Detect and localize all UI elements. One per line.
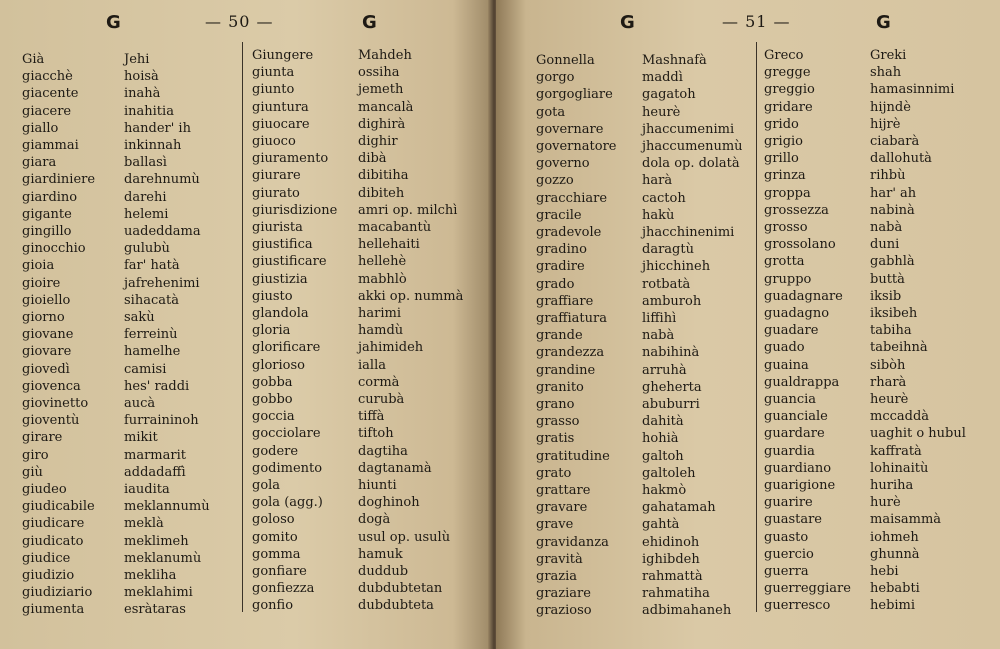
italian-word: giudicato xyxy=(22,533,84,549)
translation-word: rihbù xyxy=(870,168,906,184)
italian-word: Gonnella xyxy=(536,53,595,68)
italian-word: giuocare xyxy=(252,116,310,132)
italian-word: gozzo xyxy=(536,173,574,189)
italian-word: grano xyxy=(536,397,575,412)
translation-word: inkinnah xyxy=(124,138,182,153)
translation-word: addadaffì xyxy=(124,464,186,480)
italian-word: girare xyxy=(22,430,63,446)
translation-word: meklimeh xyxy=(124,533,189,549)
italian-word: gonfiezza xyxy=(252,581,315,597)
translation-word: esràtaras xyxy=(124,602,186,618)
translation-word: dallohutà xyxy=(870,151,932,167)
italian-word: grazioso xyxy=(536,603,592,619)
italian-word: gola (agg.) xyxy=(252,495,323,511)
italian-word: gravare xyxy=(536,500,588,516)
translation-word: Mashnafà xyxy=(642,53,707,68)
italian-word: grandezza xyxy=(536,345,605,361)
translation-word: nabihinà xyxy=(642,345,700,361)
italian-word: gorgogliare xyxy=(536,87,613,103)
header-letter-left: G xyxy=(106,12,121,33)
translation-word: hebi xyxy=(870,564,899,579)
italian-word: gomito xyxy=(252,529,298,545)
italian-word: gomma xyxy=(252,546,301,562)
italian-word: giurare xyxy=(252,168,301,184)
italian-word: guaina xyxy=(764,357,809,373)
translation-word: lohinaitù xyxy=(870,460,929,476)
italian-word: gioia xyxy=(22,258,55,274)
italian-word: gratitudine xyxy=(536,448,610,464)
translation-word: ehidinoh xyxy=(642,534,700,550)
italian-word: goccia xyxy=(252,409,295,425)
translation-word: hiunti xyxy=(358,478,397,493)
translation-word: ciabarà xyxy=(870,134,920,149)
italian-word: giacente xyxy=(22,86,79,102)
translation-word: adbimahaneh xyxy=(642,603,732,619)
italian-word: guadagno xyxy=(764,306,830,321)
translation-word: furraininoh xyxy=(124,413,199,429)
translation-word: ghunnà xyxy=(870,546,920,562)
left-page xyxy=(0,0,492,649)
italian-word: grotta xyxy=(764,254,805,270)
translation-word: hes' raddi xyxy=(124,378,190,394)
italian-word: guerreggiare xyxy=(764,581,851,597)
translation-word: marmarit xyxy=(124,447,186,463)
translation-word: uadeddama xyxy=(124,224,201,239)
italian-word: giacchè xyxy=(22,69,73,85)
italian-word: godimento xyxy=(252,460,323,476)
italian-word: giuntura xyxy=(252,99,309,115)
translation-word: dighir xyxy=(358,134,398,149)
translation-word: cactoh xyxy=(642,190,686,206)
translation-word: mikit xyxy=(124,430,158,446)
italian-word: gratis xyxy=(536,431,575,447)
italian-word: grasso xyxy=(536,414,580,430)
italian-word: gioventù xyxy=(22,413,80,429)
italian-word: grillo xyxy=(764,151,799,167)
translation-word: meklannumù xyxy=(124,499,210,515)
italian-word: grido xyxy=(764,116,799,132)
translation-word: dibiteh xyxy=(358,185,405,201)
translation-word: uaghit o hubul xyxy=(870,426,966,442)
translation-word: inahitia xyxy=(124,103,174,119)
italian-word: grazia xyxy=(536,569,578,584)
translation-word: cormà xyxy=(358,374,400,390)
italian-word: giuramento xyxy=(252,151,329,167)
italian-word: gioiello xyxy=(22,292,71,308)
italian-word: giuoco xyxy=(252,134,296,149)
translation-word: hurè xyxy=(870,495,901,511)
translation-word: amri op. milchì xyxy=(358,202,458,218)
page-number: — 51 — xyxy=(722,12,791,31)
translation-word: tabeihnà xyxy=(870,340,928,356)
translation-word: jhaccumenimi xyxy=(642,121,735,137)
translation-word: hijndè xyxy=(870,99,911,115)
translation-word: iksib xyxy=(870,288,902,304)
italian-word: giudiziario xyxy=(22,585,93,601)
translation-word: hamuk xyxy=(358,546,403,562)
italian-word: glorificare xyxy=(252,340,321,356)
italian-word: granito xyxy=(536,379,584,395)
italian-word: gruppo xyxy=(764,271,812,287)
italian-word: giumenta xyxy=(22,602,85,618)
italian-word: gobbo xyxy=(252,392,293,407)
italian-word: giudicabile xyxy=(22,499,95,515)
translation-word: arruhà xyxy=(642,362,687,378)
italian-word: graffiatura xyxy=(536,311,607,326)
translation-word: hoisà xyxy=(124,69,159,85)
italian-word: giacere xyxy=(22,103,72,119)
translation-word: hander' ih xyxy=(124,120,191,136)
italian-word: guadagnare xyxy=(764,288,843,304)
italian-word: guardiano xyxy=(764,460,832,476)
translation-word: darehnumù xyxy=(124,172,200,188)
translation-word: har' ah xyxy=(870,185,917,201)
italian-word: graziare xyxy=(536,586,591,602)
translation-word: dighirà xyxy=(358,116,406,132)
translation-word: helemi xyxy=(124,206,169,222)
translation-word: dagtanamà xyxy=(358,460,432,476)
italian-word: gorgo xyxy=(536,70,575,86)
translation-word: dahità xyxy=(642,414,684,430)
italian-word: Giungere xyxy=(252,48,314,63)
translation-word: macabantù xyxy=(358,220,432,235)
translation-word: hebimi xyxy=(870,598,916,614)
translation-word: iohmeh xyxy=(870,529,919,545)
translation-word: Jehi xyxy=(124,52,150,67)
italian-word: gravidanza xyxy=(536,534,609,550)
translation-word: curubà xyxy=(358,392,405,407)
translation-word: usul op. usulù xyxy=(358,529,451,545)
translation-word: galtoh xyxy=(642,448,684,464)
translation-word: iaudita xyxy=(124,482,170,497)
italian-word: guancia xyxy=(764,392,817,407)
translation-word: rahmattà xyxy=(642,569,703,584)
translation-word: sakù xyxy=(124,310,155,325)
translation-word: harimi xyxy=(358,306,401,321)
italian-word: giurato xyxy=(252,185,300,201)
translation-word: jafrehenimi xyxy=(124,275,200,291)
italian-word: grossolano xyxy=(764,237,836,253)
italian-word: giunta xyxy=(252,65,295,81)
right-page xyxy=(496,0,1000,649)
italian-word: giovare xyxy=(22,344,72,360)
translation-word: tiffà xyxy=(358,409,385,425)
italian-word: gracile xyxy=(536,207,582,223)
italian-word: grado xyxy=(536,276,575,292)
column-divider xyxy=(756,42,757,612)
translation-word: rahmatiha xyxy=(642,586,710,602)
italian-word: gobba xyxy=(252,374,293,390)
translation-word: camisi xyxy=(124,361,167,377)
italian-word: giara xyxy=(22,155,57,171)
italian-word: grandine xyxy=(536,362,596,378)
translation-word: ialla xyxy=(358,357,386,373)
italian-word: goloso xyxy=(252,512,295,528)
italian-word: giovinetto xyxy=(22,396,89,411)
translation-word: iksibeh xyxy=(870,306,918,321)
italian-word: giallo xyxy=(22,120,59,136)
translation-word: hakmò xyxy=(642,483,687,498)
italian-word: gregge xyxy=(764,65,811,81)
italian-word: glandola xyxy=(252,306,309,321)
translation-word: amburoh xyxy=(642,293,702,309)
header-letter-right: G xyxy=(876,12,891,33)
translation-word: hamdù xyxy=(358,323,404,339)
translation-word: hamasinnimi xyxy=(870,82,955,98)
translation-word: akki op. nummà xyxy=(358,288,464,304)
italian-word: grinza xyxy=(764,168,806,184)
translation-word: maddì xyxy=(642,70,683,86)
italian-word: Greco xyxy=(764,48,804,63)
translation-word: hebabti xyxy=(870,581,920,597)
translation-word: hijrè xyxy=(870,116,901,132)
translation-word: sihacatà xyxy=(124,292,179,308)
translation-word: nabà xyxy=(642,328,675,344)
translation-word: nabinà xyxy=(870,202,915,218)
translation-word: sibòh xyxy=(870,357,906,373)
header-letter-left: G xyxy=(620,12,635,33)
italian-word: guanciale xyxy=(764,409,828,425)
italian-word: giudizio xyxy=(22,568,75,583)
italian-word: gracchiare xyxy=(536,190,608,206)
italian-word: giudicare xyxy=(22,516,85,532)
page-number: — 50 — xyxy=(205,12,274,31)
italian-word: guado xyxy=(764,340,805,356)
translation-word: gahatamah xyxy=(642,500,716,516)
translation-word: heurè xyxy=(642,104,681,120)
italian-word: gradire xyxy=(536,259,585,275)
translation-word: Greki xyxy=(870,48,907,63)
italian-word: giudice xyxy=(22,550,71,566)
italian-word: grigio xyxy=(764,134,803,149)
italian-word: godere xyxy=(252,443,299,459)
translation-word: gagatoh xyxy=(642,87,696,103)
italian-word: guadare xyxy=(764,323,819,339)
translation-word: inahà xyxy=(124,86,161,102)
translation-word: hellehè xyxy=(358,254,407,270)
italian-word: gloria xyxy=(252,323,291,339)
translation-word: harà xyxy=(642,173,673,189)
italian-word: greggio xyxy=(764,82,815,98)
italian-word: guercio xyxy=(764,546,814,562)
translation-word: hamelhe xyxy=(124,344,181,360)
translation-word: duni xyxy=(870,237,900,253)
translation-word: ballasì xyxy=(124,155,167,171)
italian-word: gradevole xyxy=(536,225,602,240)
translation-word: aucà xyxy=(124,396,156,411)
translation-word: kaffratà xyxy=(870,443,922,459)
italian-word: ginocchio xyxy=(22,241,86,257)
italian-word: grande xyxy=(536,328,583,344)
page-header xyxy=(0,8,492,38)
italian-word: gocciolare xyxy=(252,426,321,442)
italian-word: governatore xyxy=(536,139,617,154)
italian-word: gridare xyxy=(764,99,813,115)
italian-word: giù xyxy=(22,464,43,480)
translation-word: nabà xyxy=(870,220,903,235)
italian-word: gola xyxy=(252,478,281,493)
italian-word: giusto xyxy=(252,288,293,304)
translation-word: jemeth xyxy=(358,82,404,98)
italian-word: grato xyxy=(536,465,572,481)
italian-word: giovedì xyxy=(22,361,70,377)
translation-word: buttà xyxy=(870,271,905,287)
header-letter-right: G xyxy=(362,12,377,33)
italian-word: giardiniere xyxy=(22,172,96,188)
italian-word: governare xyxy=(536,121,604,137)
italian-word: giustifica xyxy=(252,237,313,253)
translation-word: mabhlò xyxy=(358,271,407,287)
translation-word: mccaddà xyxy=(870,409,930,425)
page-header xyxy=(496,8,1000,38)
translation-word: jahimideh xyxy=(358,340,424,356)
italian-word: gota xyxy=(536,104,566,120)
translation-word: dibà xyxy=(358,151,387,167)
italian-word: giorno xyxy=(22,310,65,325)
italian-word: gradino xyxy=(536,242,587,258)
italian-word: guardia xyxy=(764,443,815,459)
translation-word: hakù xyxy=(642,207,675,223)
italian-word: Già xyxy=(22,52,45,67)
italian-word: giovenca xyxy=(22,378,81,394)
translation-word: dubdubteta xyxy=(358,598,434,614)
italian-word: guasto xyxy=(764,529,809,545)
translation-word: darehi xyxy=(124,189,167,205)
italian-word: guerresco xyxy=(764,598,831,614)
translation-word: duddub xyxy=(358,564,409,579)
translation-word: rotbatà xyxy=(642,276,691,292)
italian-word: gigante xyxy=(22,206,72,222)
italian-word: gravità xyxy=(536,551,583,567)
translation-word: liffihì xyxy=(642,311,677,326)
italian-word: gonfio xyxy=(252,598,294,614)
translation-word: shah xyxy=(870,65,902,81)
translation-word: far' hatà xyxy=(124,258,180,274)
translation-word: maisammà xyxy=(870,512,942,528)
translation-word: galtoleh xyxy=(642,465,696,481)
italian-word: grossezza xyxy=(764,202,829,218)
italian-word: giro xyxy=(22,447,49,463)
translation-word: Mahdeh xyxy=(358,48,412,63)
italian-word: giunto xyxy=(252,82,295,98)
italian-word: glorioso xyxy=(252,357,306,373)
italian-word: guardare xyxy=(764,426,825,442)
italian-word: guarire xyxy=(764,495,813,511)
italian-word: graffiare xyxy=(536,293,594,309)
translation-word: gahtà xyxy=(642,517,680,533)
translation-word: heurè xyxy=(870,392,909,407)
translation-word: mancalà xyxy=(358,99,414,115)
italian-word: giardino xyxy=(22,189,78,205)
italian-word: giurisdizione xyxy=(252,202,338,218)
translation-word: jhacchinenimi xyxy=(642,225,735,240)
italian-word: gioire xyxy=(22,275,61,291)
translation-word: meklanumù xyxy=(124,550,202,566)
translation-word: dola op. dolatà xyxy=(642,156,740,172)
translation-word: tabiha xyxy=(870,323,912,339)
translation-word: ferreinù xyxy=(124,327,178,343)
italian-word: guerra xyxy=(764,564,809,579)
italian-word: gonfiare xyxy=(252,564,307,579)
italian-word: groppa xyxy=(764,185,811,201)
column-divider xyxy=(242,42,243,612)
translation-word: jhicchineh xyxy=(642,259,711,275)
translation-word: hellehaiti xyxy=(358,237,420,253)
italian-word: grave xyxy=(536,517,574,533)
italian-word: giustizia xyxy=(252,271,308,287)
translation-word: doghinoh xyxy=(358,495,420,511)
translation-word: meklahimi xyxy=(124,585,193,601)
translation-word: gabhlà xyxy=(870,254,915,270)
translation-word: meklà xyxy=(124,516,164,532)
translation-word: daragtù xyxy=(642,242,694,258)
italian-word: giammai xyxy=(22,138,79,153)
translation-word: rharà xyxy=(870,374,907,390)
translation-word: huriha xyxy=(870,478,914,493)
translation-word: dogà xyxy=(358,512,391,528)
translation-word: ighibdeh xyxy=(642,551,700,567)
translation-word: dubdubtetan xyxy=(358,581,443,597)
italian-word: giudeo xyxy=(22,482,67,497)
translation-word: hohià xyxy=(642,431,679,447)
italian-word: governo xyxy=(536,156,590,172)
translation-word: ossiha xyxy=(358,65,400,81)
italian-word: giovane xyxy=(22,327,74,343)
translation-word: tiftoh xyxy=(358,426,394,442)
italian-word: grosso xyxy=(764,220,808,235)
translation-word: gulubù xyxy=(124,241,170,257)
italian-word: gualdrappa xyxy=(764,374,840,390)
italian-word: gingillo xyxy=(22,224,72,239)
translation-word: dibitiha xyxy=(358,168,409,184)
translation-word: dagtiha xyxy=(358,443,408,459)
translation-word: jhaccumenumù xyxy=(642,139,743,154)
italian-word: giustificare xyxy=(252,254,327,270)
translation-word: abuburri xyxy=(642,397,700,412)
italian-word: guarigione xyxy=(764,478,836,493)
translation-word: gheherta xyxy=(642,379,702,395)
translation-word: mekliha xyxy=(124,568,177,583)
italian-word: giurista xyxy=(252,220,303,235)
italian-word: guastare xyxy=(764,512,822,528)
italian-word: grattare xyxy=(536,483,591,498)
